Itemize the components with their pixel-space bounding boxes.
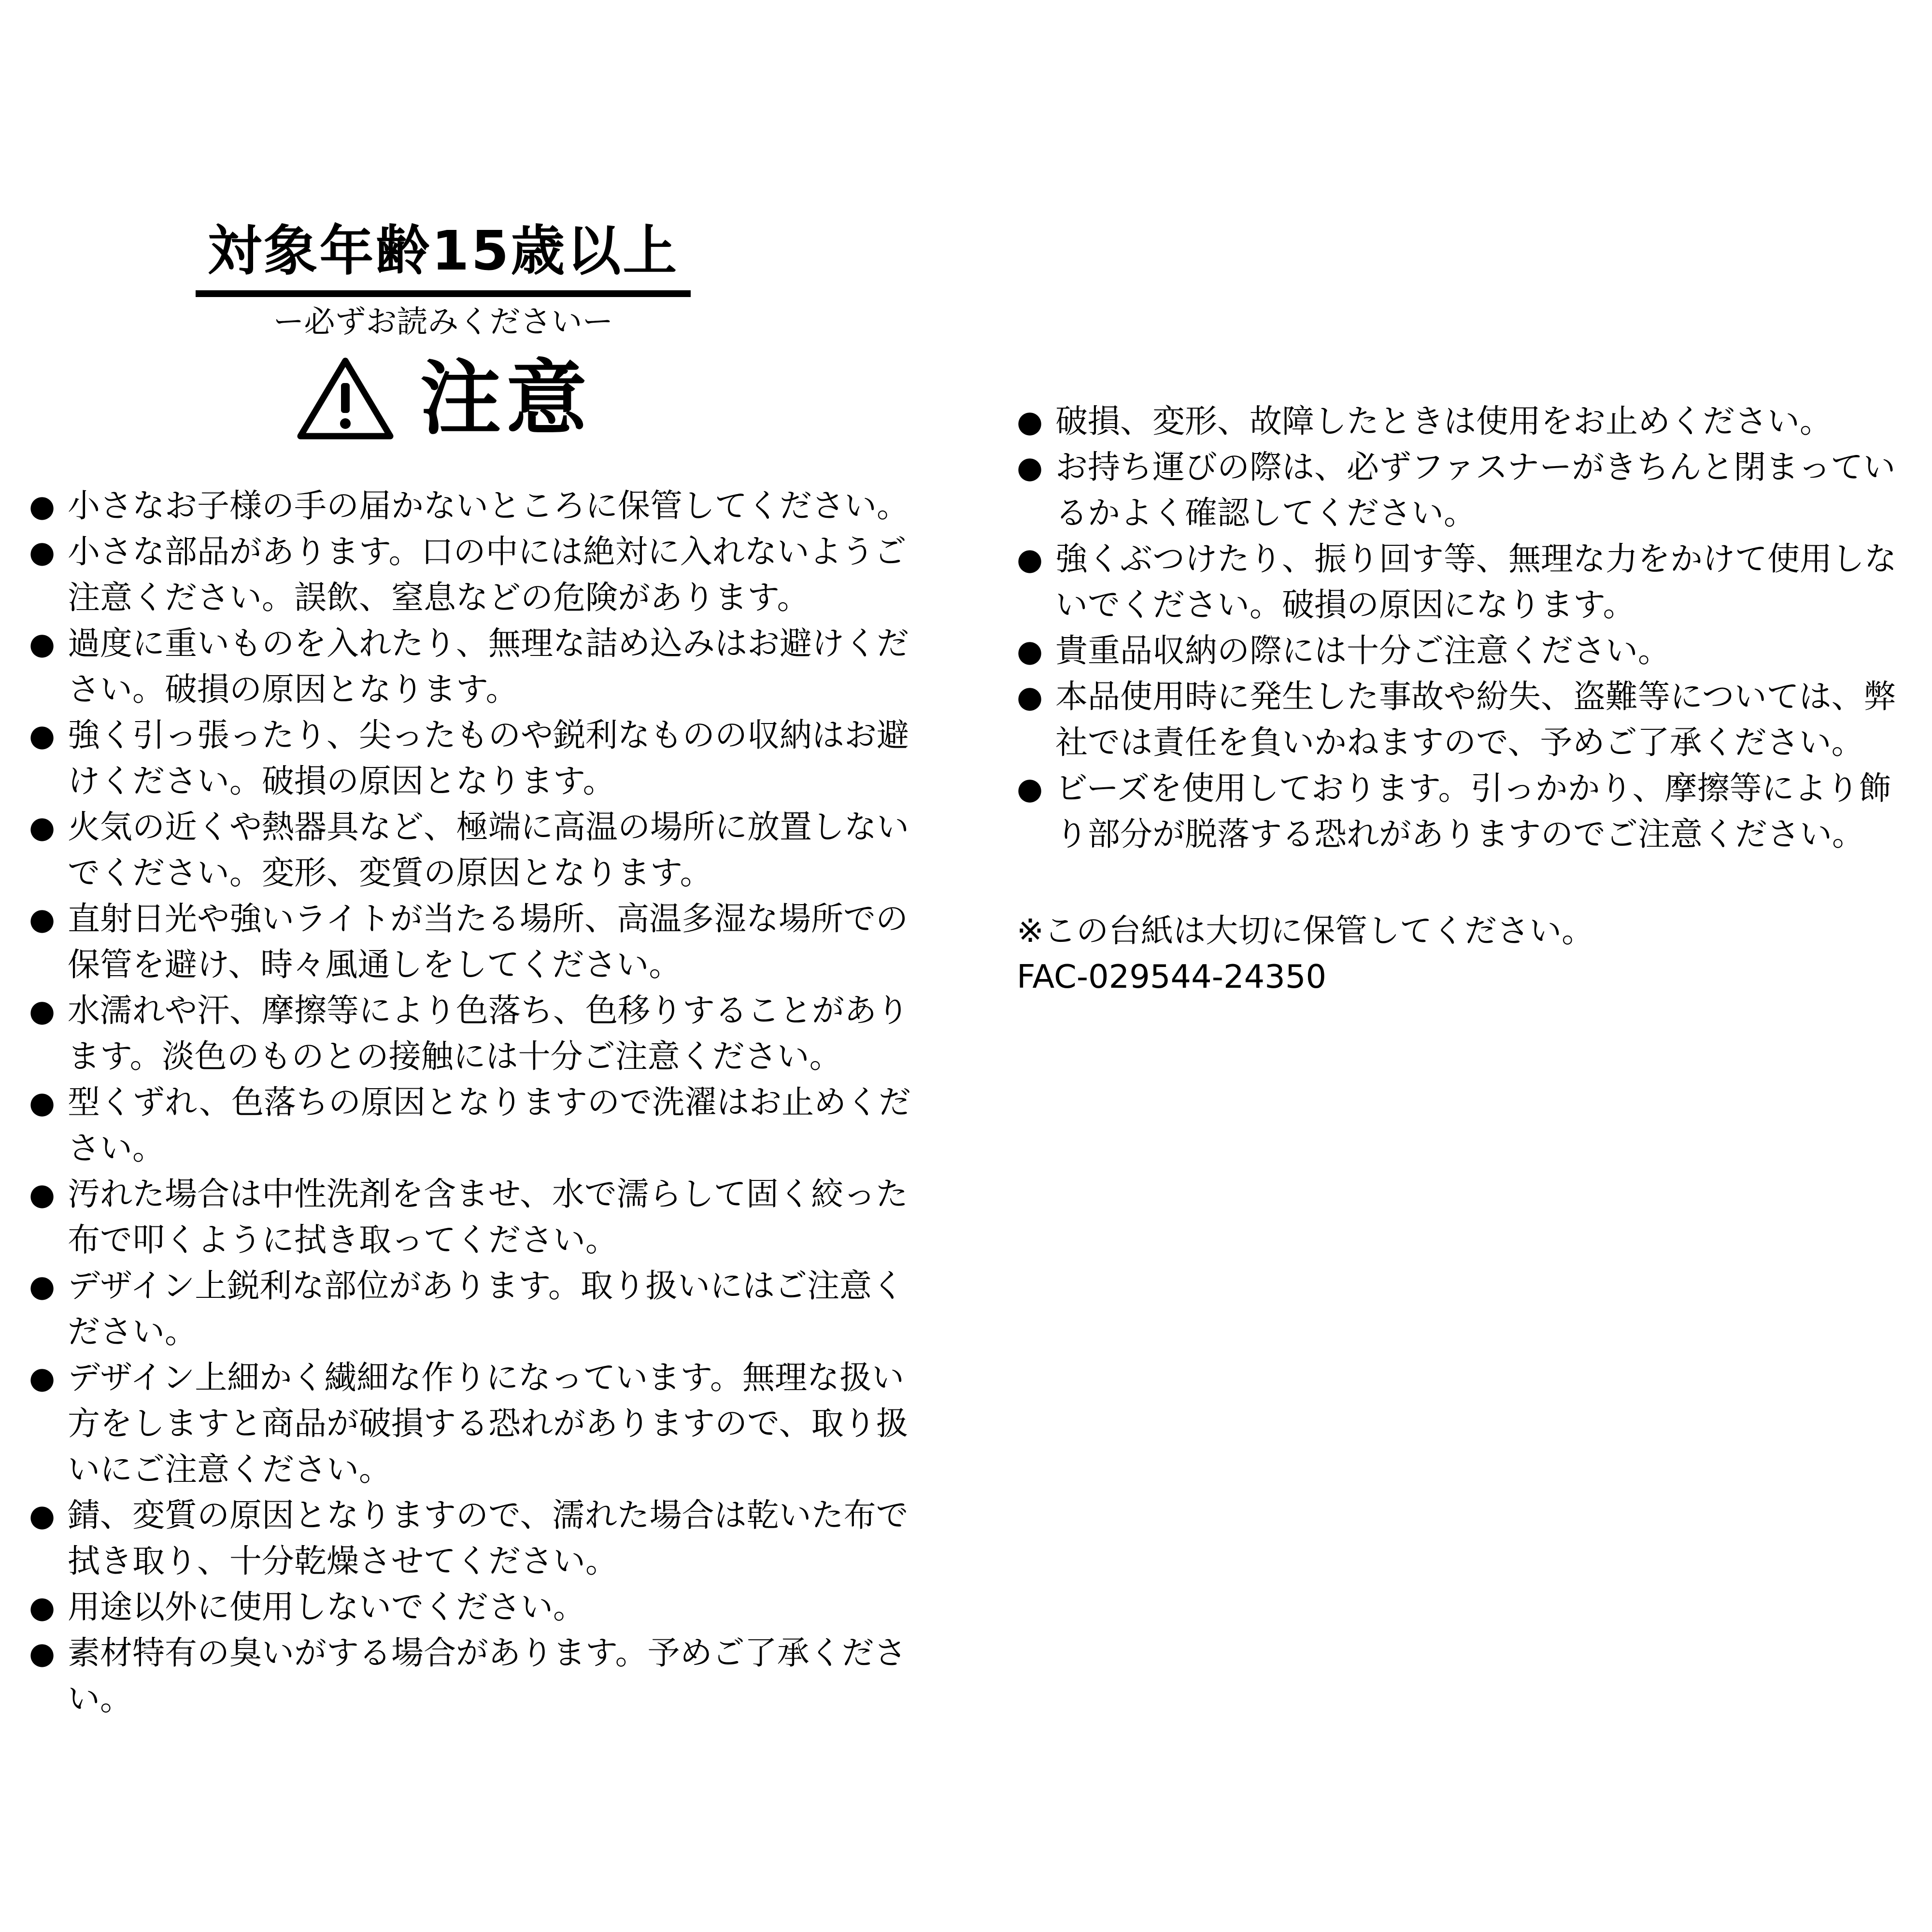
item-text: 直射日光や強いライトが当たる場所、高温多湿な場所での保管を避け、時々風通しをしてください。 [68,900,908,983]
age-title: 対象年齢15歳以上 [196,215,691,297]
product-code: FAC-029544-24350 [1017,958,1327,995]
list-item [29,1630,913,1722]
list-item [29,1492,913,1584]
bullet-icon: ● [1017,633,1043,668]
item-text: 小さな部品があります。口の中には絶対に入れないようご注意ください。誤飲、窒息などの危険があります。 [68,533,907,616]
list-item [29,804,913,896]
list-item [29,712,913,804]
list-item [29,896,913,988]
left-caution-list [29,483,913,1722]
item-text: 素材特有の臭いがする場合があります。予めご了承ください。 [68,1634,907,1718]
item-text: デザイン上鋭利な部位があります。取り扱いにはご注意ください。 [68,1267,904,1350]
item-text: 型くずれ、色落ちの原因となりますので洗濯はお止めください。 [68,1083,911,1167]
storage-note: ※この台紙は大切に保管してください。 [1017,912,1594,950]
bullet-icon: ● [29,1590,56,1625]
bullet-icon: ● [1017,404,1043,439]
warning-icon [295,355,396,442]
bullet-icon: ● [29,1177,56,1212]
bullet-icon: ● [29,1085,56,1120]
bullet-icon: ● [1017,679,1043,714]
bullet-icon: ● [29,810,56,845]
bullet-icon: ● [29,718,56,753]
list-item [29,483,913,529]
bullet-icon: ● [29,1268,56,1304]
list-item [29,621,913,712]
please-read-note: ー必ずお読みくださいー [273,304,613,340]
item-text: 貴重品収納の際には十分ご注意ください。 [1055,632,1670,669]
bullet-icon: ● [29,993,56,1028]
item-text: 強く引っ張ったり、尖ったものや鋭利なものの収納はお避けください。破損の原因となります。 [68,716,909,800]
bullet-icon: ● [29,1635,56,1671]
item-text: 用途以外に使用しないでください。 [68,1588,585,1626]
item-text: 水濡れや汗、摩擦等により色落ち、色移りすることがあります。淡色のものとの接触には十分ご注意ください。 [68,992,909,1075]
footer [1017,908,1915,1000]
item-text: 火気の近くや熱器具など、極端に高温の場所に放置しないでください。変形、変質の原因となります。 [68,808,909,892]
bullet-icon: ● [29,1498,56,1533]
bullet-icon: ● [1017,450,1043,485]
item-text: 本品使用時に発生した事故や紛失、盗難等については、弊社では責任を負いかねますので、予めご了承ください。 [1055,678,1896,761]
item-text: 汚れた場合は中性洗剤を含ませ、水で濡らして固く絞った布で叩くように拭き取ってください。 [68,1175,908,1259]
item-text: デザイン上細かく繊細な作りになっています。無理な扱い方をしますと商品が破損する恐れがありますので、取り扱いにご注意ください。 [68,1359,909,1488]
item-text: ビーズを使用しております。引っかかり、摩擦等により飾り部分が脱落する恐れがありますのでご注意ください。 [1055,769,1891,853]
list-item [29,1584,913,1630]
list-item [29,529,913,621]
bullet-icon: ● [29,626,56,661]
bullet-icon: ● [1017,771,1043,806]
caution-label: 注意 [420,351,592,446]
list-item [29,1080,913,1171]
item-text: 錆、変質の原因となりますので、濡れた場合は乾いた布で拭き取り、十分乾燥させてください。 [68,1496,909,1580]
right-caution-list [1017,398,1915,857]
bullet-icon: ● [29,534,56,569]
item-text: 強くぶつけたり、振り回す等、無理な力をかけて使用しないでください。破損の原因になります。 [1055,540,1897,624]
item-text: 小さなお子様の手の届かないところに保管してください。 [68,487,909,525]
item-text: 過度に重いものを入れたり、無理な詰め込みはお避けください。破損の原因となります。 [68,625,909,708]
header [196,215,691,447]
bullet-icon: ● [29,901,56,937]
bullet-icon: ● [1017,541,1043,577]
bullet-icon: ● [29,488,56,524]
list-item [1017,766,1915,857]
item-text: お持ち運びの際は、必ずファスナーがきちんと閉まっているかよく確認してください。 [1055,448,1896,532]
caution-heading [196,350,691,447]
list-item [29,1355,913,1492]
list-item [1017,398,1915,444]
list-item [29,1171,913,1263]
list-item [1017,444,1915,536]
list-item [1017,536,1915,628]
item-text: 破損、変形、故障したときは使用をお止めください。 [1055,402,1832,440]
list-item [1017,628,1915,674]
list-item [29,988,913,1080]
bullet-icon: ● [29,1360,56,1395]
list-item [29,1263,913,1355]
list-item [1017,674,1915,766]
